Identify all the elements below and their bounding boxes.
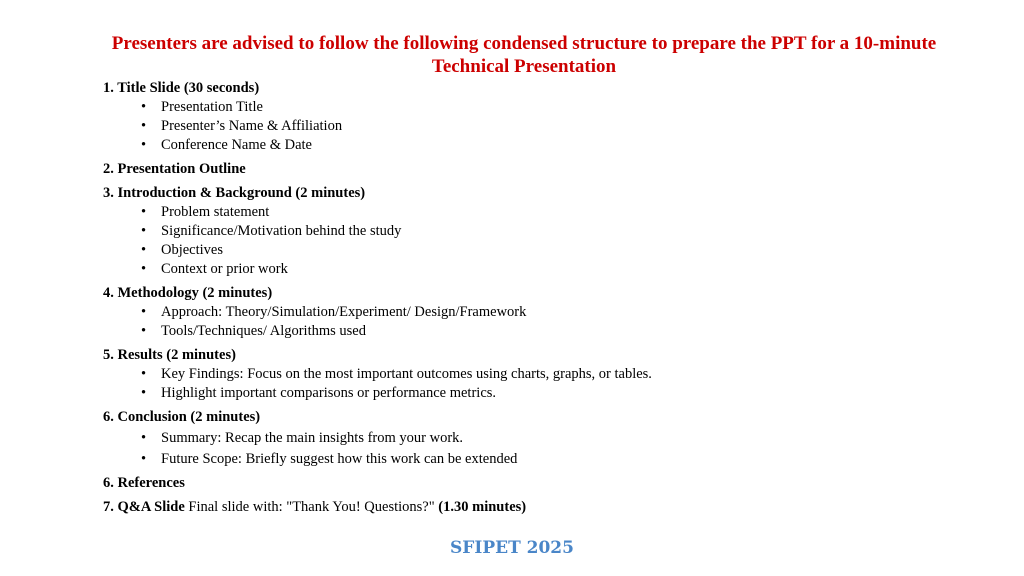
section-methodology bbox=[103, 284, 963, 341]
list-item: • Significance/Motivation behind the study bbox=[141, 222, 963, 241]
list-item: • Presenter’s Name & Affiliation bbox=[141, 117, 963, 136]
content-list bbox=[103, 79, 963, 517]
section-qa bbox=[103, 498, 963, 517]
bullet-list bbox=[103, 303, 963, 341]
section-introduction bbox=[103, 184, 963, 279]
section-heading bbox=[103, 498, 963, 517]
list-item: • Problem statement bbox=[141, 203, 963, 222]
section-outline bbox=[103, 160, 963, 179]
section-heading: 3. Introduction & Background (2 minutes) bbox=[103, 185, 366, 201]
section-results bbox=[103, 346, 963, 403]
list-item: • Summary: Recap the main insights from your work. bbox=[141, 429, 963, 448]
list-item: • Presentation Title bbox=[141, 98, 963, 117]
section-heading: 4. Methodology (2 minutes) bbox=[103, 285, 273, 301]
qa-duration: (1.30 minutes) bbox=[438, 499, 527, 515]
section-title-slide bbox=[103, 79, 963, 155]
qa-text: Final slide with: "Thank You! Questions?" bbox=[184, 499, 439, 515]
bullet-list bbox=[103, 429, 963, 469]
bullet-list bbox=[103, 365, 963, 403]
bullet-list bbox=[103, 98, 963, 155]
bullet-list bbox=[103, 203, 963, 279]
section-heading: 6. References bbox=[103, 475, 185, 491]
slide-title: Presenters are advised to follow the following condensed structure to prepare the PPT for a 10-minute Technical Presentation bbox=[111, 33, 937, 77]
footer-conference-name: SFIPET 2025 bbox=[450, 538, 574, 558]
list-item: • Tools/Techniques/ Algorithms used bbox=[141, 322, 963, 341]
section-heading: 5. Results (2 minutes) bbox=[103, 347, 236, 363]
list-item: • Context or prior work bbox=[141, 260, 963, 279]
section-heading: 6. Conclusion (2 minutes) bbox=[103, 409, 261, 425]
list-item: • Objectives bbox=[141, 241, 963, 260]
qa-label: 7. Q&A Slide bbox=[103, 499, 185, 515]
list-item: • Future Scope: Briefly suggest how this work can be extended bbox=[141, 450, 963, 469]
section-heading: 2. Presentation Outline bbox=[103, 161, 246, 177]
section-conclusion bbox=[103, 408, 963, 469]
list-item: • Highlight important comparisons or performance metrics. bbox=[141, 384, 963, 403]
list-item: • Conference Name & Date bbox=[141, 136, 963, 155]
list-item: • Key Findings: Focus on the most important outcomes using charts, graphs, or tables. bbox=[141, 365, 963, 384]
section-heading: 1. Title Slide (30 seconds) bbox=[103, 80, 260, 96]
list-item: • Approach: Theory/Simulation/Experiment/ Design/Framework bbox=[141, 303, 963, 322]
section-references bbox=[103, 474, 963, 493]
